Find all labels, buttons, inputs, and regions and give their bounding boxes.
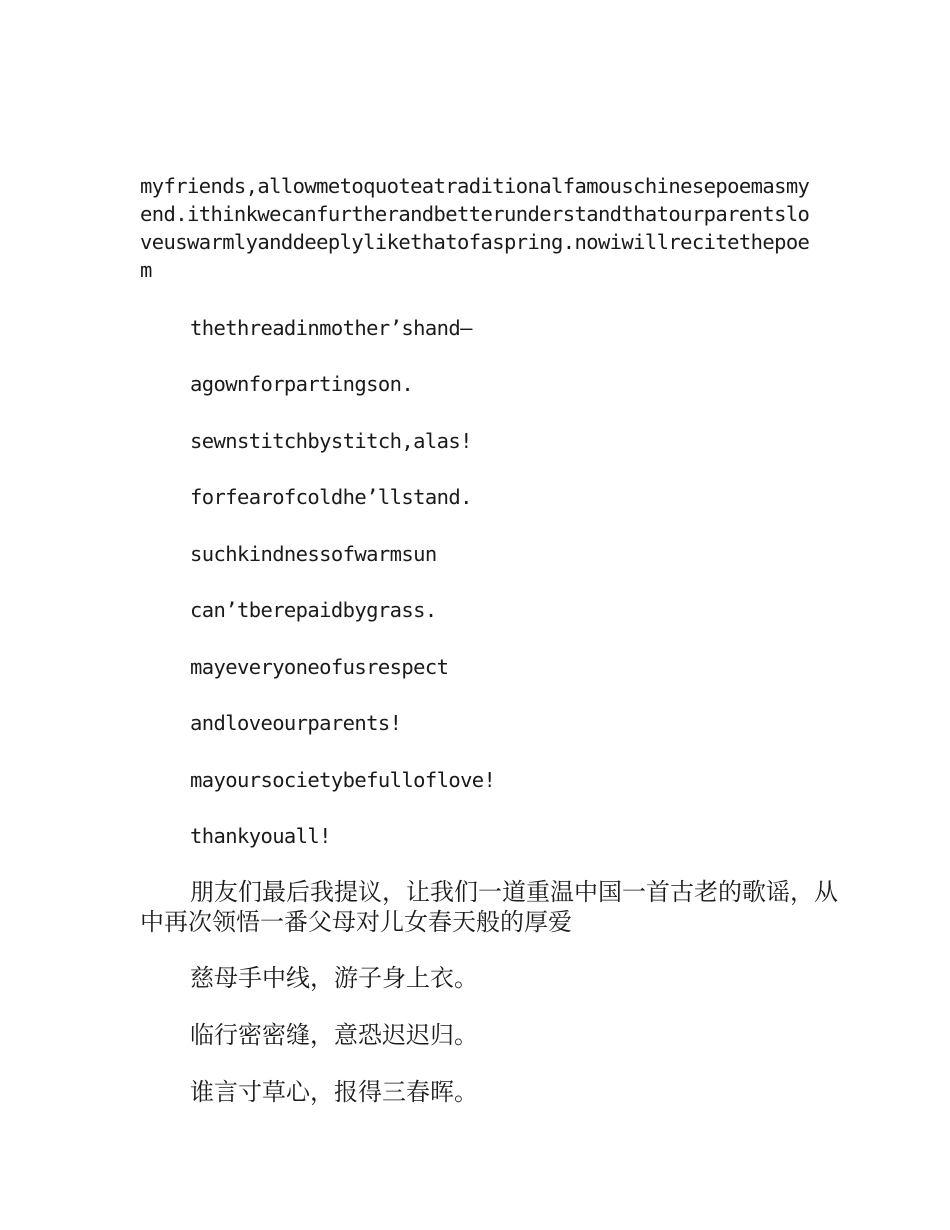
english-intro-paragraph: myfriends,allowmetoquoteatraditionalfamouschinesepoemasmyend.ithinkwecanfurtherandbetterunderstandthatourparentsloveuswarmlyanddeeplylikethatofaspring.nowiwillrecitethepoem <box>140 174 810 282</box>
english-closing-line: thankyouall! <box>190 824 331 848</box>
english-closing-line: mayeveryoneofusrespect <box>190 655 449 679</box>
english-poem-line: forfearofcoldhe’llstand. <box>190 485 472 509</box>
chinese-poem-line: 慈母手中线，游子身上衣。 <box>190 964 478 992</box>
english-closing-line: andloveourparents! <box>190 711 402 735</box>
english-poem-line: agownforpartingson. <box>190 372 414 396</box>
english-closing-line: mayoursocietybefulloflove! <box>190 768 496 792</box>
chinese-intro-paragraph: 朋友们最后我提议，让我们一道重温中国一首古老的歌谣，从中再次领悟一番父母对儿女春天般的厚爱 <box>140 878 838 936</box>
english-poem-line: sewnstitchbystitch,alas! <box>190 429 472 453</box>
english-poem-line: suchkindnessofwarmsun <box>190 542 437 566</box>
chinese-poem-line: 谁言寸草心，报得三春晖。 <box>190 1078 478 1106</box>
english-poem-line: can’tberepaidbygrass. <box>190 598 437 622</box>
chinese-poem-line: 临行密密缝，意恐迟迟归。 <box>190 1021 478 1049</box>
english-poem-line: thethreadinmother’shand— <box>190 316 472 340</box>
